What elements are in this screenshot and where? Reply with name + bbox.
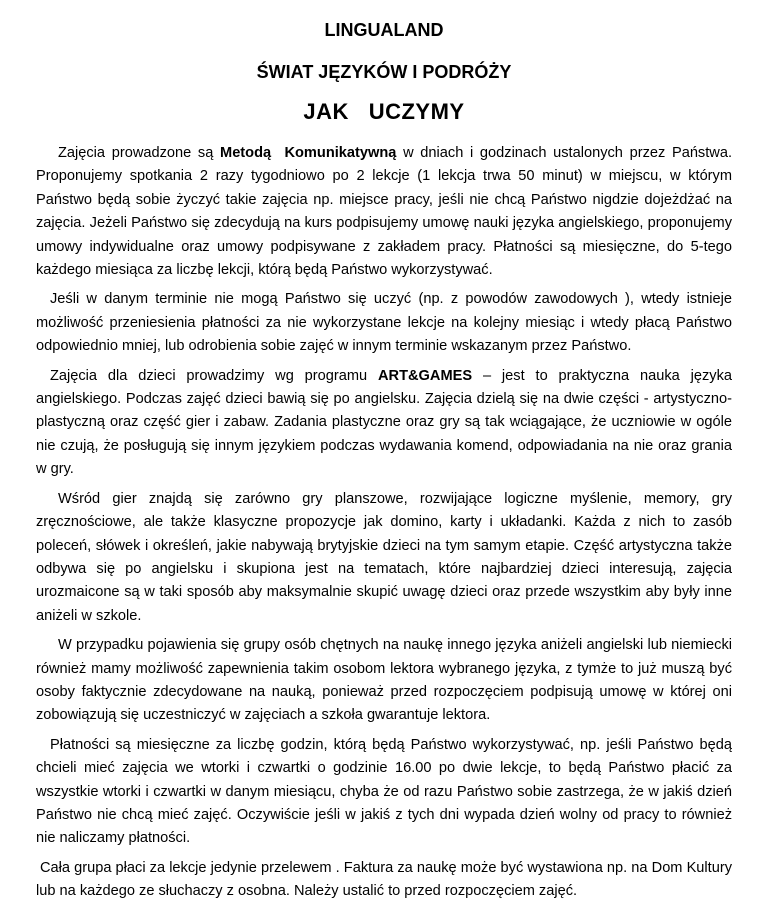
paragraph-text: – jest to praktyczna nauka języka angielskiego. Podczas zajęć dzieci bawią się po angielsku. Zajęcia dzielą się na dwie części - artystyczno-plastyczną oraz część gier i zabaw. Zadania plastyczne oraz gry są tak wciągające, że uczniowie w ogóle nie czują, że posługują się innym językiem podczas wydawania komend, odpowiadania na nie oraz grania w gry. <box>36 367 732 478</box>
paragraph-text: w dniach i godzinach ustalonych przez Państwa. Proponujemy spotkania 2 razy tygodniowo po 2 lekcje (1 lekcja trwa 50 minut) w miejscu, w którym Państwo będą sobie życzyć takie zajęcia np. miejsce pracy, jeśli nie chcą Państwo nigdzie dojeżdżać na zajęcia. Jeżeli Państwo się zdecydują na kurs podpisujemy umowę nauki języka angielskiego, proponujemy umowy indywidualne oraz umowy podpisywane z zakładem pracy. Płatności są miesięczne, do 5-tego każdego miesiąca za liczbę lekcji, którą będą Państwo wykorzystywać. <box>36 145 732 279</box>
paragraph-payments: Płatności są miesięczne za liczbę godzin, którą będą Państwo wykorzystywać, np. jeśli Państwo będą chcieli mieć zajęcia we wtorki i czwartki o godzinie 16.00 po dwie lekcje, to będą Państwo płacić za wszystkie wtorki i czwartki w danym miesiącu, chyba że od razu Państwo sobie zastrzega, że w jakiś dzień Państwo nie chcą mieć zajęć. Oczywiście jeśli w jakiś z tych dni wypada dzień wolny od pracy to również nie naliczamy płatności. <box>36 736 732 847</box>
document-body <box>36 142 732 904</box>
paragraph-text: Zajęcia dla dzieci prowadzimy wg programu <box>50 367 379 384</box>
paragraph-method <box>36 142 732 282</box>
brand-title: LINGUALAND <box>324 20 444 40</box>
subtitle: ŚWIAT JĘZYKÓW I PODRÓŻY <box>256 62 512 82</box>
method-name: Metodą Komunikatywną <box>220 145 397 161</box>
paragraph-games: Wśród gier znajdą się zarówno gry planszowe, rozwijające logiczne myślenie, memory, gry zręcznościowe, ale także klasyczne propozycje jak domino, karty i układanki. Każda z nich to zasób poleceń, słówek i określeń, jakie nabywają brytyjskie dzieci na tym samym etapie. Część artystyczna także odbywa się po angielsku i skupiona jest na tematach, które najbardziej dzieci interesują, zajęcia urozmaicone są w taki sposób aby maksymalnie skupić uwagę dzieci oraz przede wszystkim aby były inne aniżeli w szkole. <box>36 490 732 624</box>
page-heading: JAK UCZYMY <box>303 99 465 124</box>
paragraph-other-languages: W przypadku pojawienia się grupy osób chętnych na naukę innego języka aniżeli angielski lub niemiecki również mamy możliwość zapewnienia takim osobom lektora wybranego języka, z tymże to już muszą być osoby faktycznie zdecydowane na nauką, ponieważ przed rozpoczęciem podpisują umowę w której oni zobowiązują się uczestniczyć w zajęciach a szkoła gwarantuje lektora. <box>36 637 732 724</box>
paragraph-text: Zajęcia prowadzone są <box>58 145 221 161</box>
program-name: ART&GAMES <box>378 367 473 384</box>
paragraph-rescheduling: Jeśli w danym terminie nie mogą Państwo się uczyć (np. z powodów zawodowych ), wtedy istnieje możliwość przeniesienia płatności za nie wykorzystane lekcje na kolejny miesiąc i wtedy płacą Państwo odpowiednio mniej, lub odrobienia sobie zajęć w innym terminie wskazanym przez Państwo. <box>36 291 732 355</box>
paragraph-kids-program <box>36 365 732 482</box>
paragraph-invoice: Cała grupa płaci za lekcje jedynie przelewem . Faktura za naukę może być wystawiona np. na Dom Kultury lub na każdego ze słuchaczy z osobna. Należy ustalić to przed rozpoczęciem zajęć. <box>36 859 732 900</box>
